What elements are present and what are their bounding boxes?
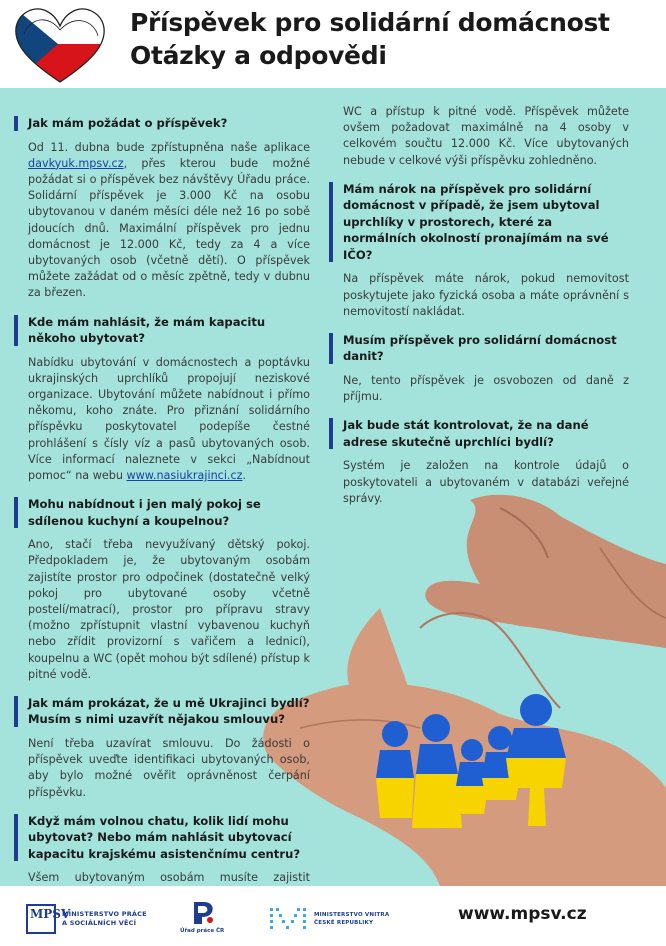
ministerstvo-vnitra-logo-icon xyxy=(268,904,308,934)
mpsv-name-line-2: A SOCIÁLNÍCH VĚCÍ xyxy=(62,919,137,927)
main-content xyxy=(0,88,666,886)
question-heading: Mohu nabídnout i jen malý pokoj se sdílenou kuchyní a koupelnou? xyxy=(14,496,310,529)
left-column xyxy=(14,115,310,886)
title-line-2: Otázky a odpovědi xyxy=(130,41,387,70)
right-column xyxy=(329,104,629,519)
ministerstvo-vnitra-name xyxy=(314,911,389,927)
answer-text: WC a přístup k pitné vodě. Příspěvek můžete ovšem požadovat maximálně na 4 osoby v celkovém součtu 12.000 Kč. Více ubytovaných nebude v celkové výši příspěvku zohledněno. xyxy=(343,105,629,167)
answer-text xyxy=(14,355,310,485)
question-heading: Jak mám prokázat, že u mě Ukrajinci bydlí? Musím s nimi uzavřít nějakou smlouvu? xyxy=(14,695,310,728)
answer-text: Všem ubytovaným osobám musíte zajistit xyxy=(28,871,310,885)
question-heading: Mám nárok na příspěvek pro solidární domácnost v případě, že jsem ubytoval uprchlíky v prostorech, které za normálních okolností pronajímám na své IČO? xyxy=(329,181,629,264)
mpsv-name-line-1: MINISTERSTVO PRÁCE xyxy=(62,910,147,918)
davkyuk-link[interactable]: davkyuk.mpsv.cz xyxy=(28,156,124,170)
answer-text: Ano, stačí třeba nevyužívaný dětský pokoj. Předpokladem je, že ubytovaným osobám zajistíte prostor pro odpočinek (dostatečně velký pokoj pro ubytované osoby včetně postelí/matrací), prostor pro přípravu stravy (možno zpřístupnit vlastní vybavenou kuchyň nebo zřídit provizorní s vařičem a lednicí), koupelnu a WC (opět mohou být sdílené) přístup k pitné vodě. xyxy=(28,538,310,681)
mpsv-logo-letters: MPSV xyxy=(30,907,71,921)
website-link[interactable]: www.mpsv.cz xyxy=(458,904,587,924)
answer-text: Není třeba uzavírat smlouvu. Do žádosti o příspěvek uveďte identifikaci ubytovaných osob, aby bylo možné ověřit oprávněnost čerpání příspěvku. xyxy=(28,736,310,799)
answer-text xyxy=(14,140,310,302)
answer-text-part: Od 11. dubna bude zpřístupněna naše aplikace xyxy=(28,140,310,154)
title-line-1: Příspěvek pro solidární domácnost xyxy=(130,8,610,37)
mv-name-line-1: MINISTERSTVO VNITRA xyxy=(314,912,390,918)
question-heading: Kde mám nahlásit, že mám kapacitu někoho ubytovat? xyxy=(14,314,310,347)
question-heading: Jak bude stát kontrolovat, že na dané adrese skutečně uprchlíci bydlí? xyxy=(329,417,629,450)
answer-text-part: , přes kterou bude možné požádat si o příspěvek bez návštěvy Úřadu práce. Solidární příspěvek je 3.000 Kč na osobu ubytovanou v daném měsíci déle než 16 po sobě jdoucích dnů. Maximální příspěvek pro jednu domácnost je 12.000 Kč, tedy za 4 a více ubytovaných osob (včetně dětí). O příspěvek můžete zažádat od o měsíc zpětně, tedy v dubnu za březen. xyxy=(28,156,310,300)
answer-text-part: Nabídku ubytování v domácnostech a poptávku ukrajinských uprchlíků propojují neziskové organizace. Ubytování můžete nabídnout i přímo někomu, koho znáte. Pro přiznání solidárního příspěvku poskytovatel podepíše čestné prohlášení s čísly víz a pasů ubytovaných osob. Více informací naleznete v sekci „Nabídnout pomoc“ na webu xyxy=(28,355,310,482)
urad-prace-logo-icon xyxy=(188,900,218,926)
urad-prace-name: Úřad práce ČR xyxy=(180,928,225,934)
mv-name-line-2: ČESKÉ REPUBLIKY xyxy=(314,920,374,926)
answer-text: Systém je založen na kontrole údajů o poskytovateli a ubytovaném v databázi veřejné správy. xyxy=(343,459,629,505)
answer-text: Ne, tento příspěvek je osvobozen od daně z příjmu. xyxy=(343,373,629,404)
question-heading: Jak mám požádat o příspěvek? xyxy=(14,115,310,132)
mpsv-logo-icon xyxy=(26,904,71,934)
nasiukrajinci-link[interactable]: www.nasiukrajinci.cz xyxy=(126,468,243,482)
page-title xyxy=(130,6,610,72)
mpsv-name xyxy=(62,910,147,928)
footer xyxy=(0,886,666,946)
header xyxy=(0,0,666,88)
answer-text-part: . xyxy=(242,468,247,482)
czech-heart-icon xyxy=(10,4,110,86)
question-heading: Musím příspěvek pro solidární domácnost danit? xyxy=(329,332,629,365)
question-heading: Když mám volnou chatu, kolik lidí mohu ubytovat? Nebo mám nahlásit ubytovací kapacitu krajskému asistenčnímu centru? xyxy=(14,813,310,863)
answer-text: Na příspěvek máte nárok, pokud nemovitost poskytujete jako fyzická osoba a máte oprávnění s nemovitostí nakládat. xyxy=(343,272,629,318)
